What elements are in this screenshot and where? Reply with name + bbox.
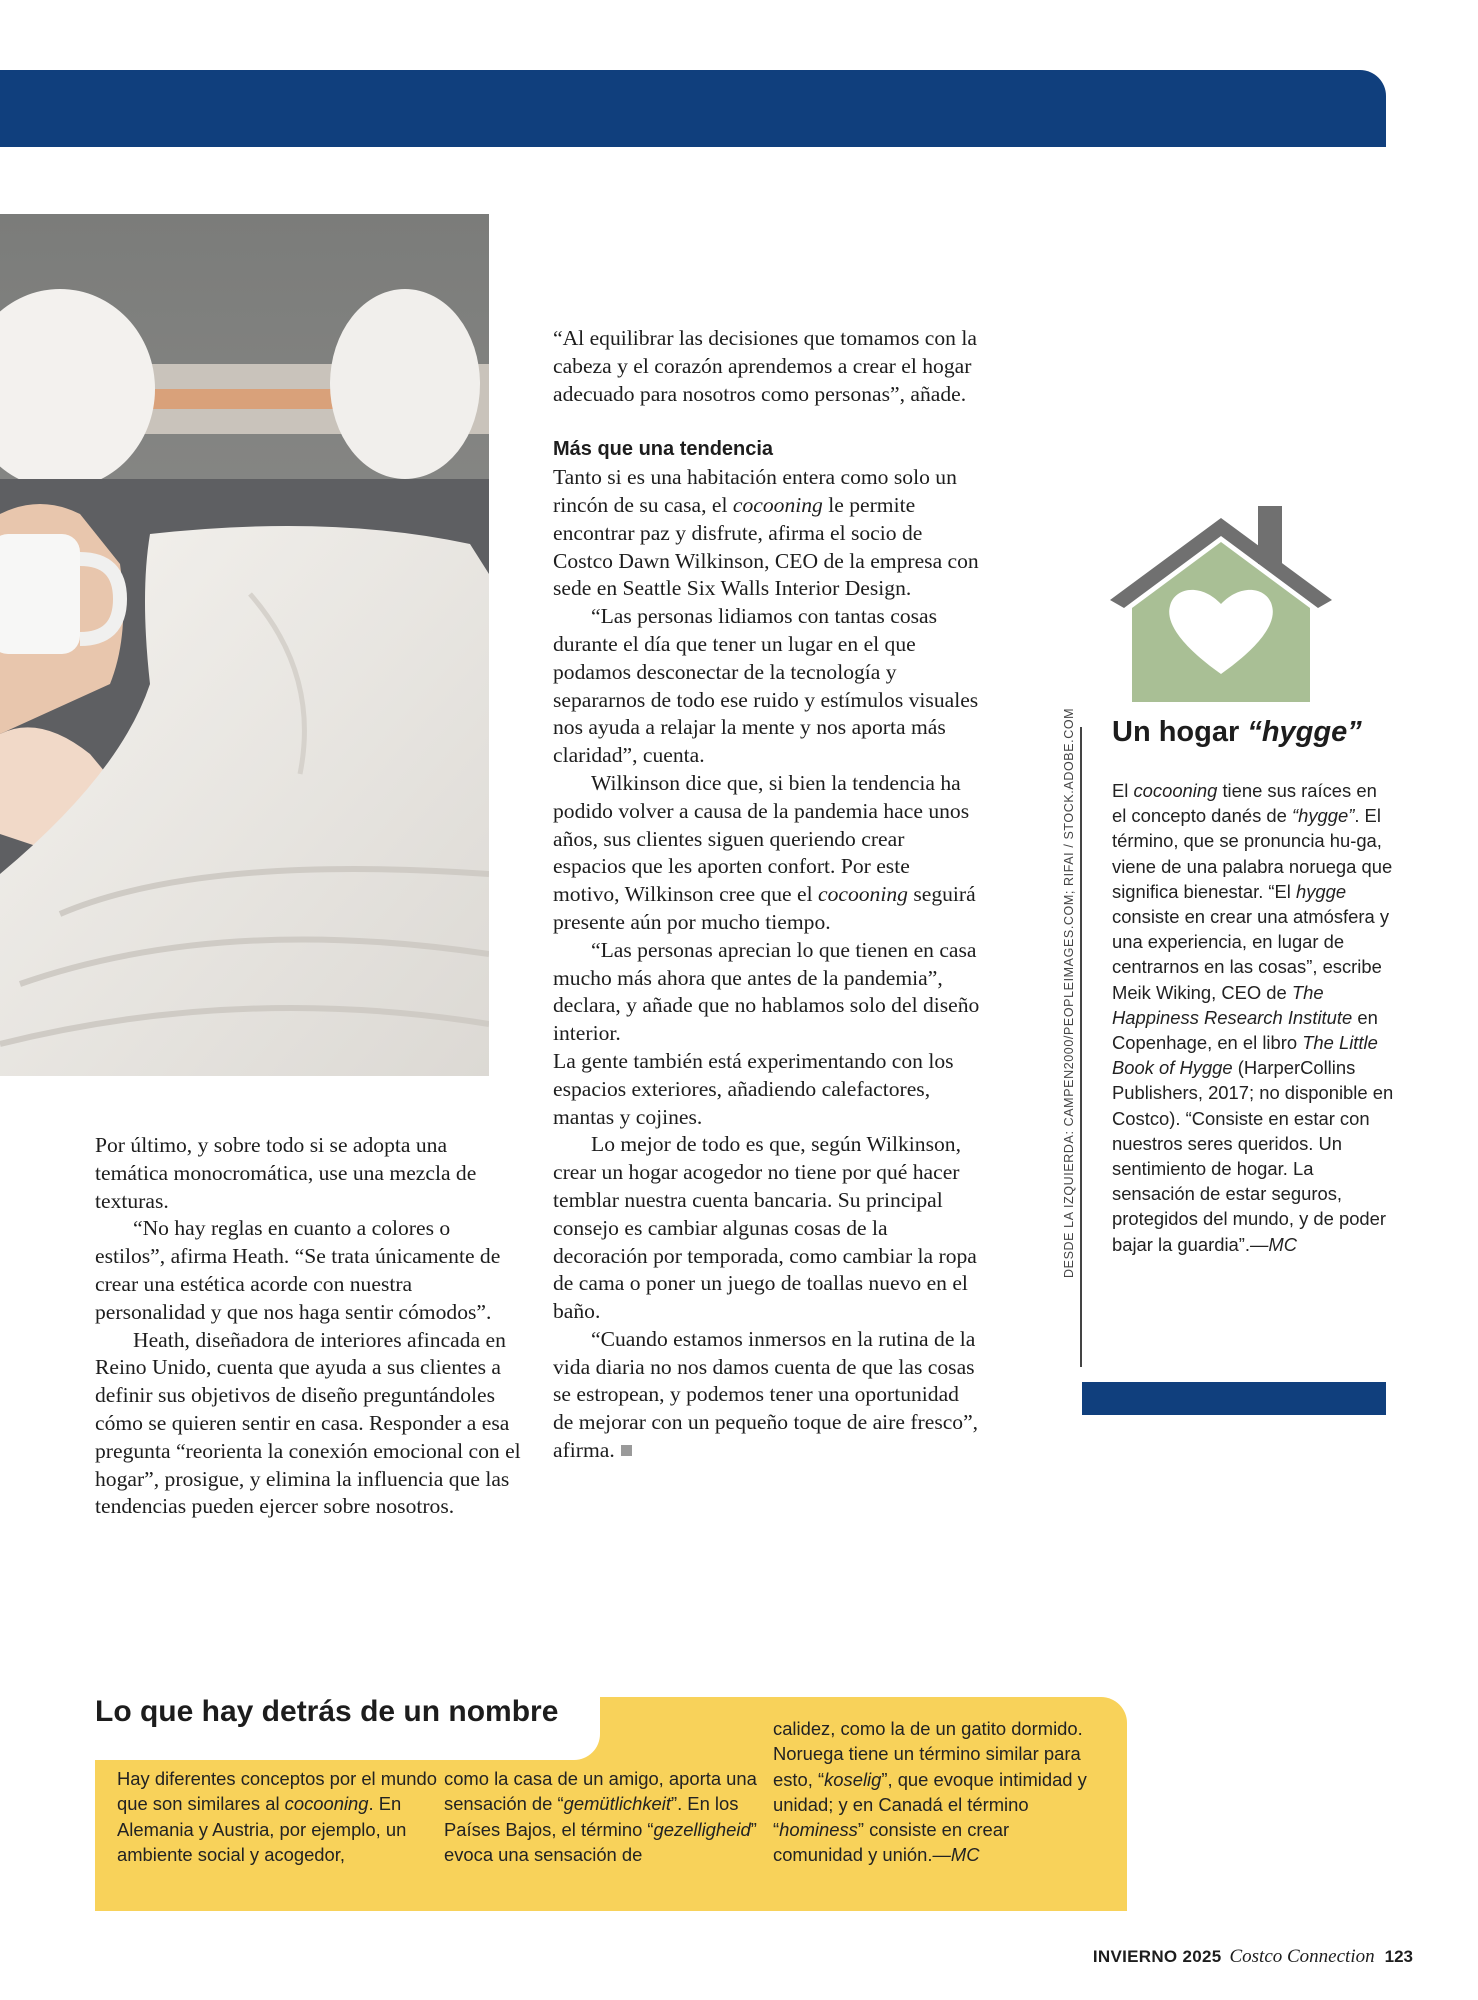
middle-paragraph: Wilkinson dice que, si bien la tendencia ha podido volver a causa de la pandemia hace unos años, sus clientes siguen queriendo crear espacios que les aporten confort. Por este motivo, Wilkinson cree que el cocooning seguirá presente aún por mucho tiempo. (553, 770, 976, 934)
header-color-bar (0, 70, 1386, 147)
page-footer (1093, 1944, 1413, 1969)
name-box-column-1: Hay diferentes conceptos por el mundo que son similares al cocooning. En Alemania y Austria, por ejemplo, un ambiente social y acogedor, (117, 1768, 437, 1865)
left-paragraph: Por último, y sobre todo si se adopta una temática monocromática, use una mezcla de texturas. (95, 1133, 477, 1213)
middle-paragraph: “Las personas lidiamos con tantas cosas durante el día que tener un lugar en el que podamos desconectar de la tecnología y separarnos de todo ese ruido y estímulos visuales nos ayuda a relajar la mente y nos aporta más claridad”, cuenta. (553, 604, 979, 768)
name-box-column-3: calidez, como la de un gatito dormido. Noruega tiene un término similar para esto, “koselig”, que evoque intimidad y unidad; y en Canadá el término “hominess” consiste en crear comunidad y unión.—MC (773, 1718, 1087, 1866)
magazine-name: Costco Connection (1229, 1946, 1375, 1967)
photo-credit: DESDE LA IZQUIERDA: CAMPEN2000/PEOPLEIMAGES.COM; RIFAI / STOCK.ADOBE.COM (1062, 707, 1076, 1278)
middle-text-column (553, 325, 981, 1465)
end-of-article-mark (621, 1445, 632, 1456)
sidebar-text: El cocooning tiene sus raíces en el concepto danés de “hygge”. El término, que se pronuncia hu-ga, viene de una palabra noruega que significa bienestar. “El hygge consiste en crear una atmósfera y una experiencia, en lugar de centrarnos en las cosas”, escribe Meik Wiking, CEO de The Happiness Research Institute en Copenhage, en el libro The Little Book of Hygge (HarperCollins Publishers, 2017; no disponible en Costco). “Consiste en estar con nuestros seres queridos. Un sentimiento de hogar. La sensación de estar seguros, protegidos del mundo, y de poder bajar la guardia”.—MC (1112, 780, 1394, 1255)
middle-paragraph: Tanto si es una habitación entera como solo un rincón de su casa, el cocooning le permite encontrar paz y disfrute, afirma el socio de Costco Dawn Wilkinson, CEO de la empresa con sede en Seattle Six Walls Interior Design. (553, 465, 979, 601)
middle-paragraph: “Las personas aprecian lo que tienen en casa mucho más ahora que antes de la pandemia”, declara, y añade que no hablamos solo del diseño interior. (553, 937, 980, 1046)
page-number: 123 (1384, 1947, 1413, 1966)
intro-quote-paragraph: “Al equilibrar las decisiones que tomamos con la cabeza y el corazón aprendemos a crear el hogar adecuado para nosotros como personas”, añade. (553, 326, 977, 406)
middle-paragraph: La gente también está experimentando con los espacios exteriores, añadiendo calefactores, mantas y cojines. (553, 1048, 954, 1129)
issue-season: INVIERNO 2025 (1092, 1947, 1222, 1966)
middle-paragraph: Lo mejor de todo es que, según Wilkinson, crear un hogar acogedor no tiene por qué hacer temblar nuestra cuenta bancaria. Su principal consejo es cambiar algunas cosas de la decoración por temporada, como cambiar la ropa de cama o poner un juego de toallas nuevo en el baño. (553, 1132, 977, 1324)
middle-paragraph: “Cuando estamos inmersos en la rutina de la vida diaria no nos damos cuenta de que las cosas se estropean, y podemos tener una oportunidad de mejorar con un pequeño toque de aire fresco”, afirma. (553, 1326, 979, 1463)
name-box-title: Lo que hay detrás de un nombre (95, 1695, 559, 1728)
section-subheading: Más que una tendencia (553, 438, 774, 461)
house-heart-icon (1108, 498, 1334, 706)
left-paragraph: Heath, diseñadora de interiores afincada en Reino Unido, cuenta que ayuda a sus clientes a definir sus objetivos de diseño preguntándoles cómo se quieren sentir en casa. Responder a esa pregunta “reorienta la conexión emocional con el hogar”, prosigue, y elimina la influencia que las tendencias pueden ejercer sobre nosotros. (95, 1327, 521, 1519)
photo-woman-with-mug (0, 214, 489, 1076)
left-text-column (95, 1132, 523, 1521)
name-box-column-2: como la casa de un amigo, aporta una sensación de “gemütlichkeit”. En los Países Bajos, el término “gezelligheid” evoca una sensación de (444, 1768, 757, 1865)
sidebar-bottom-bar (1082, 1382, 1386, 1415)
left-paragraph: “No hay reglas en cuanto a colores o estilos”, afirma Heath. “Se trata únicamente de crear una estética acorde con nuestra personalidad y que nos haga sentir cómodos”. (95, 1216, 501, 1324)
sidebar-title: Un hogar “hygge” (1112, 716, 1362, 748)
sidebar-rule (1080, 727, 1082, 1367)
photo-illustration (0, 214, 489, 1076)
